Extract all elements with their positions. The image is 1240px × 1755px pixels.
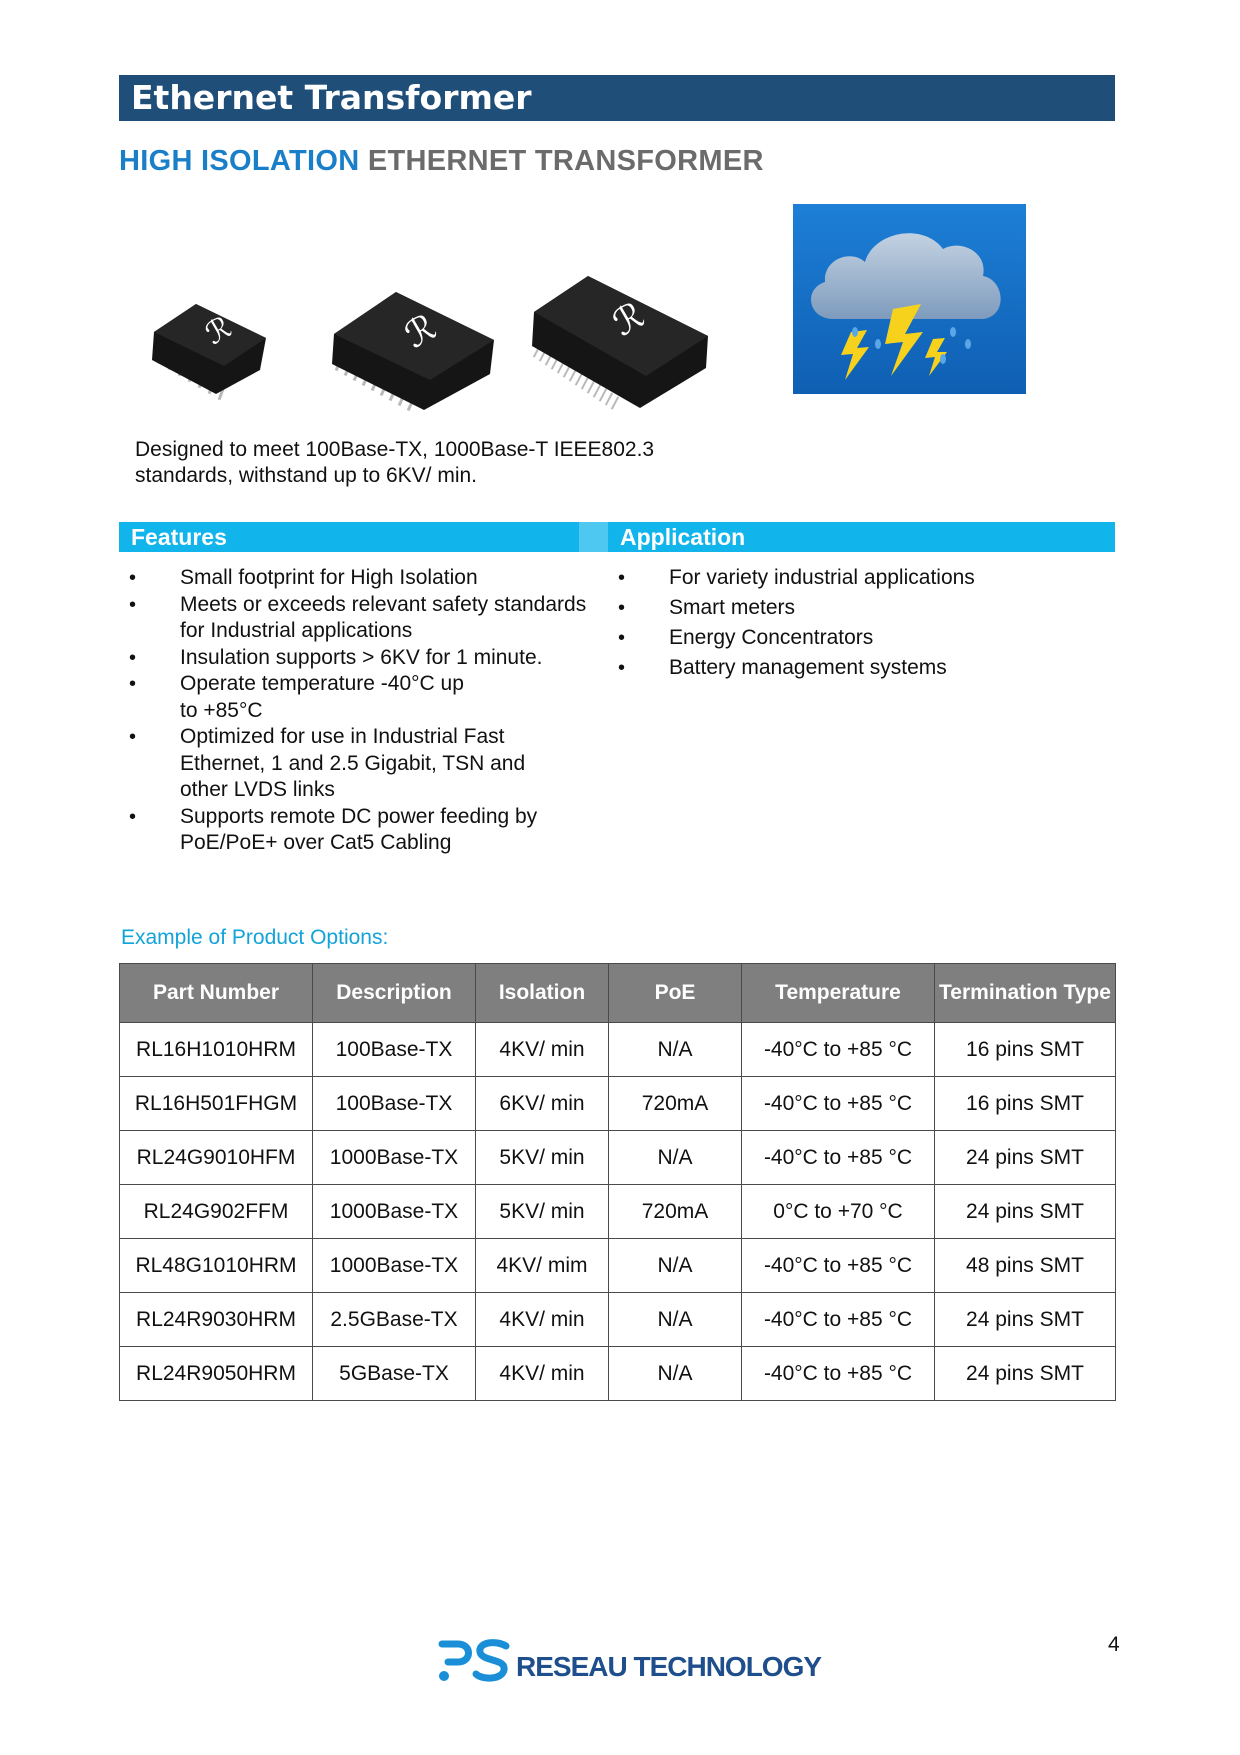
description-cell: 1000Base-TX [313, 1131, 476, 1185]
poe-cell: N/A [609, 1293, 742, 1347]
intro-line-2: standards, withstand up to 6KV/ min. [135, 464, 478, 487]
application-heading-bar [608, 522, 1115, 552]
poe-cell: N/A [609, 1347, 742, 1401]
feature-item: • Small footprint for High Isolation [119, 565, 589, 592]
application-list [608, 565, 1088, 685]
isolation-cell: 5KV/ min [476, 1131, 609, 1185]
product-options-table [119, 963, 1116, 1401]
temperature-cell: -40°C to +85 °C [742, 1239, 935, 1293]
feature-item: • Insulation supports > 6KV for 1 minute. [119, 645, 589, 672]
part-number-cell: RL24G9010HFM [120, 1131, 313, 1185]
application-item: • Smart meters [608, 595, 1088, 622]
isolation-cell: 4KV/ min [476, 1347, 609, 1401]
column-header: Description [313, 964, 476, 1023]
intro-line-1: Designed to meet 100Base-TX, 1000Base-T IEEE802.3 [135, 438, 655, 461]
isolation-cell: 4KV/ min [476, 1023, 609, 1077]
feature-item: • Supports remote DC power feeding by PoE/PoE+ over Cat5 Cabling [119, 804, 580, 857]
storm-cloud-lightning-icon [793, 204, 1026, 394]
part-number-cell: RL24R9050HRM [120, 1347, 313, 1401]
description-cell: 1000Base-TX [313, 1239, 476, 1293]
application-heading: Application [620, 524, 746, 550]
table-row [120, 1293, 1116, 1347]
temperature-cell: -40°C to +85 °C [742, 1347, 935, 1401]
isolation-cell: 4KV/ min [476, 1293, 609, 1347]
table-row [120, 1023, 1116, 1077]
description-cell: 5GBase-TX [313, 1347, 476, 1401]
part-number-cell: RL16H1010HRM [120, 1023, 313, 1077]
description-cell: 100Base-TX [313, 1077, 476, 1131]
termination-cell: 16 pins SMT [935, 1023, 1116, 1077]
chip-16-pin-icon [148, 290, 278, 410]
termination-cell: 24 pins SMT [935, 1185, 1116, 1239]
table-row [120, 1239, 1116, 1293]
features-heading-bar [119, 522, 579, 552]
features-heading: Features [131, 524, 227, 550]
temperature-cell: -40°C to +85 °C [742, 1077, 935, 1131]
description-cell: 100Base-TX [313, 1023, 476, 1077]
isolation-cell: 5KV/ min [476, 1185, 609, 1239]
column-header: Isolation [476, 964, 609, 1023]
poe-cell: 720mA [609, 1077, 742, 1131]
subtitle-highlight: HIGH ISOLATION [119, 145, 360, 177]
termination-cell: 16 pins SMT [935, 1077, 1116, 1131]
description-cell: 2.5GBase-TX [313, 1293, 476, 1347]
feature-item: • Optimized for use in Industrial Fast Ethernet, 1 and 2.5 Gigabit, TSN and other LVDS links [119, 724, 560, 804]
chip-48-pin-icon [530, 272, 715, 422]
page-number: 4 [1108, 1633, 1120, 1656]
column-header: Termination Type [935, 964, 1116, 1023]
temperature-cell: -40°C to +85 °C [742, 1293, 935, 1347]
part-number-cell: RL24G902FFM [120, 1185, 313, 1239]
subtitle-rest: ETHERNET TRANSFORMER [367, 145, 764, 177]
poe-cell: N/A [609, 1131, 742, 1185]
temperature-cell: -40°C to +85 °C [742, 1023, 935, 1077]
table-row [120, 1347, 1116, 1401]
table-row [120, 1131, 1116, 1185]
poe-cell: 720mA [609, 1185, 742, 1239]
company-name: RESEAU TECHNOLOGY [516, 1651, 822, 1682]
part-number-cell: RL24R9030HRM [120, 1293, 313, 1347]
part-number-cell: RL48G1010HRM [120, 1239, 313, 1293]
table-row [120, 1077, 1116, 1131]
document-title-banner [119, 75, 1115, 121]
termination-cell: 24 pins SMT [935, 1347, 1116, 1401]
application-item: • Energy Concentrators [608, 625, 1088, 652]
termination-cell: 24 pins SMT [935, 1131, 1116, 1185]
isolation-cell: 6KV/ min [476, 1077, 609, 1131]
rs-logo-icon [436, 1638, 512, 1684]
section-bar-divider [579, 522, 608, 552]
temperature-cell: -40°C to +85 °C [742, 1131, 935, 1185]
application-item: • Battery management systems [608, 655, 1088, 682]
feature-item: • Operate temperature -40°C up to +85°C [119, 671, 480, 724]
termination-cell: 24 pins SMT [935, 1293, 1116, 1347]
svg-text:ℛ: ℛ [398, 306, 444, 357]
description-cell: 1000Base-TX [313, 1185, 476, 1239]
poe-cell: N/A [609, 1239, 742, 1293]
table-caption: Example of Product Options: [121, 926, 389, 949]
feature-item: • Meets or exceeds relevant safety standards for Industrial applications [119, 592, 589, 645]
svg-text:ℛ: ℛ [199, 309, 238, 353]
table-row [120, 1185, 1116, 1239]
document-title: Ethernet Transformer [131, 78, 532, 117]
application-item: • For variety industrial applications [608, 565, 1088, 592]
column-header: PoE [609, 964, 742, 1023]
features-list [119, 565, 589, 857]
table-header-row [120, 964, 1116, 1023]
part-number-cell: RL16H501FHGM [120, 1077, 313, 1131]
column-header: Part Number [120, 964, 313, 1023]
column-header: Temperature [742, 964, 935, 1023]
isolation-cell: 4KV/ mim [476, 1239, 609, 1293]
termination-cell: 48 pins SMT [935, 1239, 1116, 1293]
intro-text [135, 437, 755, 489]
svg-text:ℛ: ℛ [606, 294, 652, 345]
product-subtitle [119, 145, 764, 178]
poe-cell: N/A [609, 1023, 742, 1077]
chip-24-pin-icon [330, 282, 500, 422]
temperature-cell: 0°C to +70 °C [742, 1185, 935, 1239]
